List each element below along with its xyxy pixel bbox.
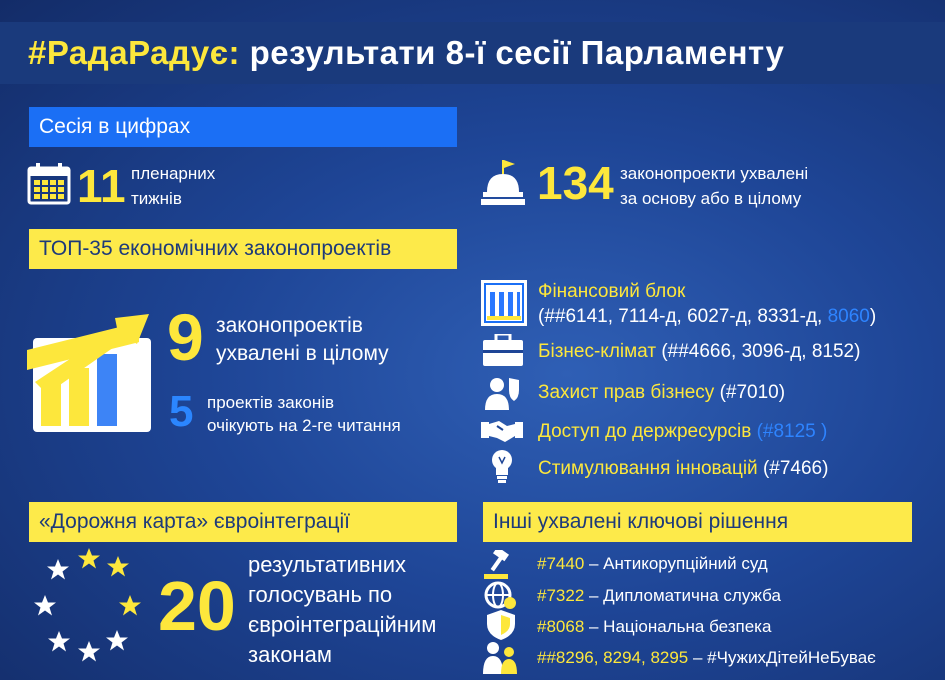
block-business-refs: (##4666, 3096-д, 8152): [656, 341, 861, 362]
pending-value: 5: [169, 387, 194, 436]
other-item-2-code: #7322: [537, 586, 585, 605]
other-label: Інші ухвалені ключові рішення: [483, 502, 912, 542]
children-icon: [481, 640, 521, 674]
block-resources-row: [538, 420, 827, 444]
eu-value: 20: [158, 567, 236, 645]
weeks-text-1: пленарних: [131, 164, 216, 183]
block-resources-title: Доступ до держресурсів: [538, 421, 752, 442]
pending-text-1: проектів законів: [207, 393, 335, 412]
other-item-4-code: ##8296, 8294, 8295: [537, 648, 689, 667]
session-label: Сесія в цифрах: [29, 107, 457, 147]
other-item-1-code: #7440: [537, 554, 585, 573]
other-item-4: [537, 648, 876, 668]
adopted-value: 9: [167, 300, 204, 374]
block-business-title: Бізнес-клімат: [538, 341, 657, 362]
bank-icon: [481, 280, 527, 326]
title-text: результати 8-ї сесії Парламенту: [239, 34, 785, 71]
block-finance-title: Фінансовий блок: [538, 281, 686, 302]
calendar-icon: [27, 163, 71, 205]
block-protection-refs: (#7010): [714, 382, 786, 403]
pending-text-2: очікують на 2-ге читання: [207, 416, 401, 435]
adopted-text-1: законопроектів: [216, 314, 363, 337]
block-protection-row: [538, 381, 785, 405]
globe-icon: [484, 581, 518, 611]
block-innovation-row: [538, 457, 828, 481]
other-item-3-code: #8068: [537, 617, 585, 636]
bills-text-1: законопроекти ухвалені: [620, 164, 809, 183]
briefcase-icon: [483, 334, 523, 366]
lightbulb-icon: [490, 449, 514, 483]
block-finance-refs: [538, 305, 876, 329]
block-finance-refs-main: (##6141, 7114-д, 6027-д, 8331-д,: [538, 306, 828, 327]
block-finance-refs-end: ): [869, 306, 877, 327]
eu-label: «Дорожня карта» євроінтеграції: [29, 502, 457, 542]
weeks-text-2: тижнів: [131, 189, 182, 208]
other-item-2: [537, 586, 781, 606]
title-hashtag: #РадаРадує:: [28, 34, 240, 71]
bills-value: 134: [537, 157, 614, 209]
block-protection-title: Захист прав бізнесу: [538, 382, 715, 403]
block-finance-refs-blue: 8060: [827, 306, 870, 327]
eu-stars-icon: [27, 548, 151, 666]
eu-text-2: голосувань по: [248, 582, 393, 607]
page-title: [28, 34, 784, 72]
other-item-3: [537, 617, 771, 637]
other-item-4-desc: – #ЧужихДітейНеБуває: [688, 648, 876, 667]
adopted-text-2: ухвалені в цілому: [216, 342, 389, 365]
eu-text-3: євроінтеграційним: [248, 612, 437, 637]
parliament-icon: [481, 160, 525, 206]
eu-text-4: законам: [248, 642, 332, 667]
top35-label: ТОП-35 економічних законопроектів: [29, 229, 457, 269]
block-innovation-refs: (#7466): [757, 458, 829, 479]
block-innovation-title: Стимулювання інновацій: [538, 458, 758, 479]
growth-chart-icon: [27, 310, 155, 434]
weeks-value: 11: [77, 160, 126, 212]
bills-text-2: за основу або в цілому: [620, 189, 802, 208]
gavel-icon: [484, 550, 520, 580]
block-business-row: [538, 340, 860, 364]
eu-text-1: результативних: [248, 552, 406, 577]
shield-icon: [487, 610, 515, 640]
other-item-2-desc: – Дипломатична служба: [584, 586, 781, 605]
other-item-1: [537, 554, 768, 574]
other-item-3-desc: – Національна безпека: [584, 617, 772, 636]
shield-person-icon: [485, 376, 521, 410]
header-bar: [0, 22, 945, 84]
other-item-1-desc: – Антикорупційний суд: [584, 554, 768, 573]
block-resources-refs: (#8125 ): [751, 421, 828, 442]
handshake-icon: [481, 418, 523, 444]
